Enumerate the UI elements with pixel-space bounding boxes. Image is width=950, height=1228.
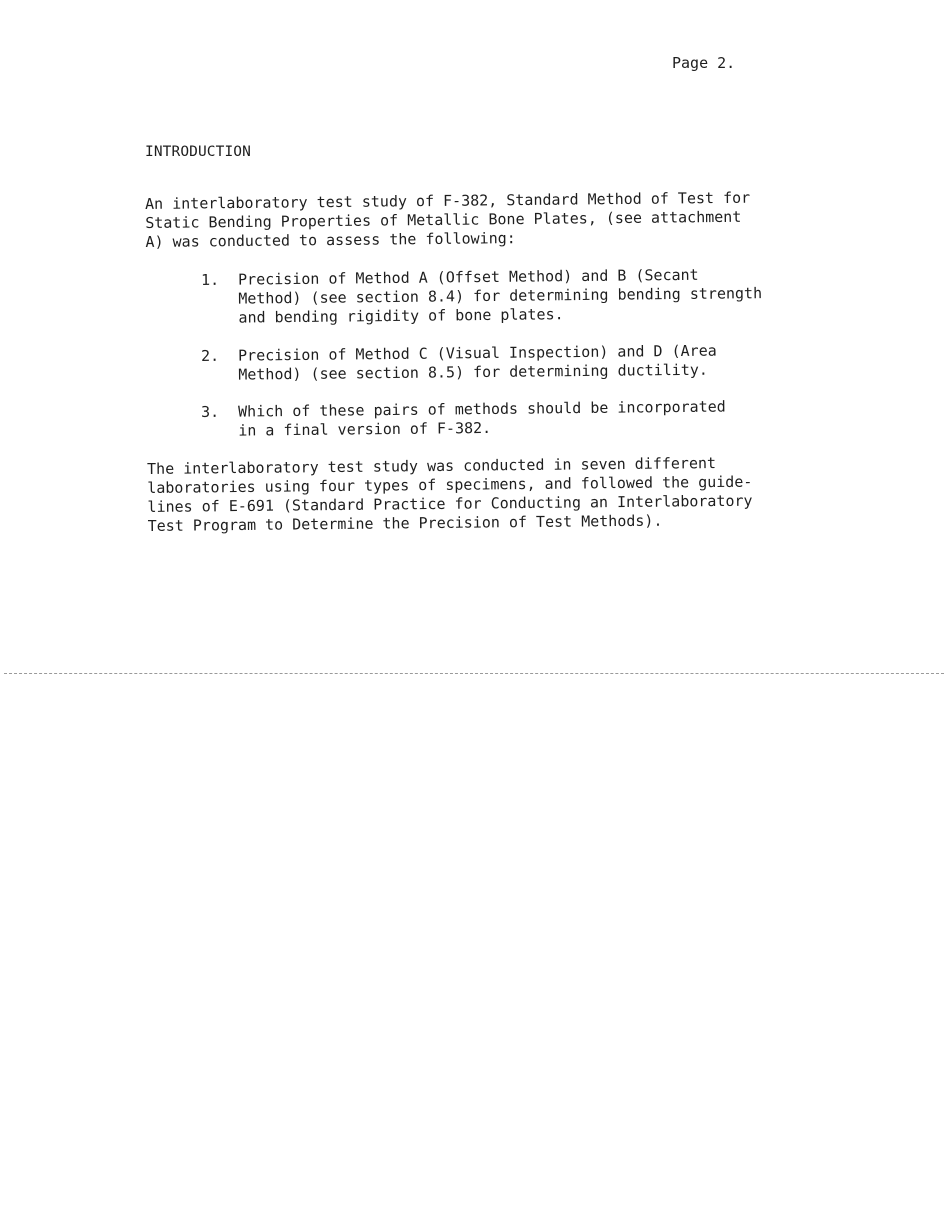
closing-paragraph: The interlaboratory test study was conducted in seven different laboratories using four types of specimens, and followed the guide- lines of E-691 (Standard Practice for Conducting an Interlaboratory Test Program to Determine the Precision of Test Methods). — [147, 454, 753, 535]
list-item-text: Which of these pairs of methods should be incorporated in a final version of F-382. — [237, 397, 726, 440]
list-item-number: 3. — [201, 402, 220, 421]
list-item-number: 2. — [201, 346, 220, 365]
page-number: Page 2. — [672, 54, 736, 72]
section-heading: INTRODUCTION — [145, 144, 251, 160]
list-item-number: 1. — [201, 270, 220, 289]
intro-paragraph: An interlaboratory test study of F-382, Standard Method of Test for Static Bending Properties of Metallic Bone Plates, (see attachment A) was conducted to assess the following: — [145, 188, 751, 251]
dashed-divider — [4, 673, 944, 674]
list-item-text: Precision of Method C (Visual Inspection) and D (Area Method) (see section 8.5) for determining ductility. — [237, 341, 717, 384]
list-item-text: Precision of Method A (Offset Method) and B (Secant Method) (see section 8.4) for determining bending strength and bending rigidity of bone plates. — [237, 265, 763, 327]
